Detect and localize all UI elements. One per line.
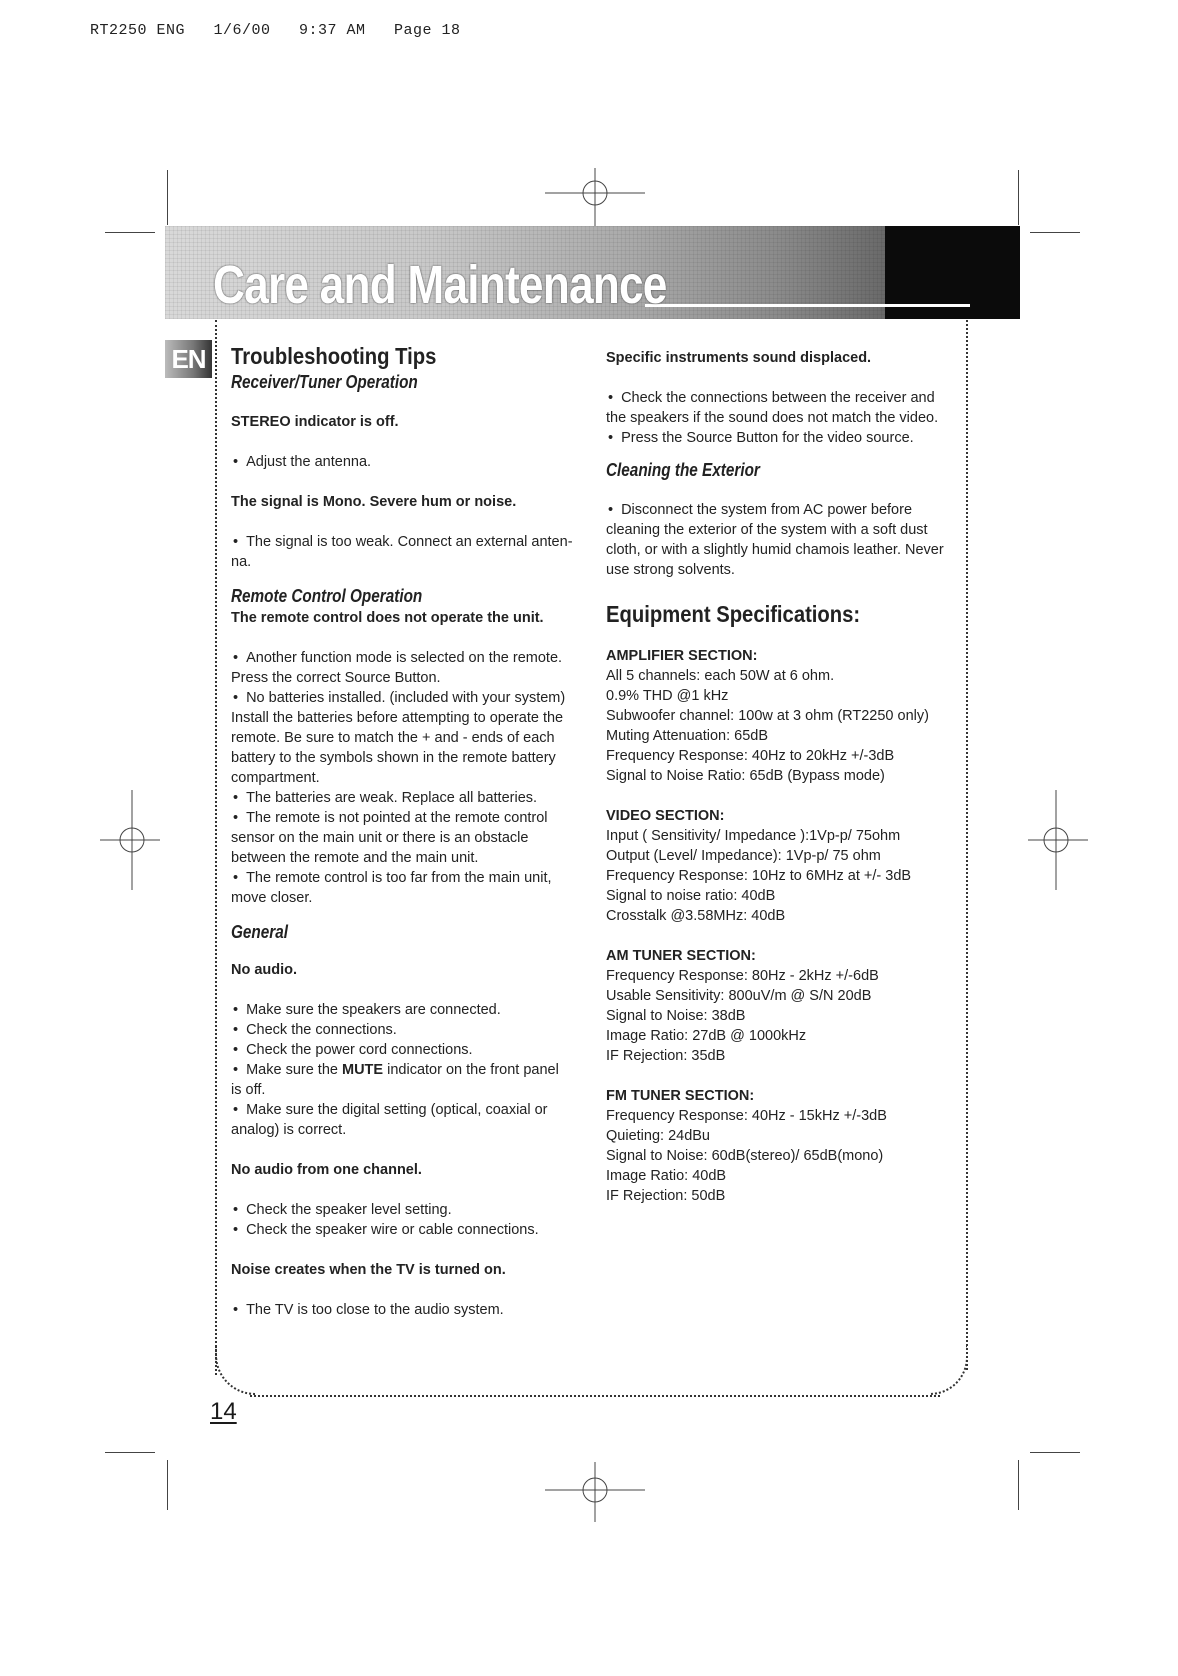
crop-mark xyxy=(167,170,168,225)
tip-item: between the remote and the main unit. xyxy=(231,850,479,866)
specs-column xyxy=(606,348,956,1206)
tip-item: cloth, or with a slightly humid chamois leather. Never xyxy=(606,542,944,558)
registration-mark-icon xyxy=(545,168,645,228)
tip-item: use strong solvents. xyxy=(606,562,735,578)
spec-line: Signal to Noise: 38dB xyxy=(606,1008,746,1024)
tip-item: move closer. xyxy=(231,890,313,906)
spec-line: Frequency Response: 40Hz - 15kHz +/-3dB xyxy=(606,1108,887,1124)
language-tab: EN xyxy=(165,340,212,378)
tip-item: sensor on the main unit or there is an obstacle xyxy=(231,830,529,846)
tip-item: battery to the symbols shown in the remote battery xyxy=(231,750,556,766)
tip-item: • Make sure the speakers are connected. xyxy=(231,1000,591,1020)
subsection-title: Receiver/Tuner Operation xyxy=(231,372,418,392)
spec-line: Frequency Response: 80Hz - 2kHz +/-6dB xyxy=(606,968,879,984)
frame-border xyxy=(250,1395,940,1397)
frame-corner xyxy=(930,1345,968,1395)
mute-label: MUTE xyxy=(342,1062,384,1078)
tip-item xyxy=(231,1060,591,1080)
frame-border xyxy=(966,320,968,1370)
spec-line: Usable Sensitivity: 800uV/m @ S/N 20dB xyxy=(606,988,872,1004)
print-header: RT2250 ENG 1/6/00 9:37 AM Page 18 xyxy=(90,22,461,39)
tip-item: • The TV is too close to the audio system. xyxy=(231,1300,591,1320)
tip-item: is off. xyxy=(231,1082,266,1098)
tip-item: • No batteries installed. (included with your system) xyxy=(231,688,591,708)
spec-line: Input ( Sensitivity/ Impedance ):1Vp-p/ 75ohm xyxy=(606,828,901,844)
problem-heading: Noise creates when the TV is turned on. xyxy=(231,1262,506,1278)
section-title: Equipment Specifications: xyxy=(606,601,861,627)
crop-mark xyxy=(1018,1460,1019,1510)
spec-line: Crosstalk @3.58MHz: 40dB xyxy=(606,908,786,924)
tip-item: • Check the power cord connections. xyxy=(231,1040,591,1060)
spec-heading: AMPLIFIER SECTION: xyxy=(606,648,758,664)
tip-item: Install the batteries before attempting to operate the xyxy=(231,710,564,726)
spec-line: Frequency Response: 10Hz to 6MHz at +/- 3dB xyxy=(606,868,912,884)
banner-rule xyxy=(645,304,970,307)
tip-item: • Another function mode is selected on the remote. xyxy=(231,648,591,668)
crop-mark xyxy=(1030,232,1080,233)
tip-item: • The batteries are weak. Replace all batteries. xyxy=(231,788,591,808)
registration-mark-icon xyxy=(100,790,160,890)
spec-line: Signal to noise ratio: 40dB xyxy=(606,888,776,904)
section-title: Troubleshooting Tips xyxy=(231,343,437,369)
tip-item: • Press the Source Button for the video source. xyxy=(606,428,956,448)
tip-item: na. xyxy=(231,554,252,570)
subsection-title: General xyxy=(231,922,288,942)
spec-heading: FM TUNER SECTION: xyxy=(606,1088,755,1104)
problem-heading: No audio from one channel. xyxy=(231,1162,422,1178)
spec-line: Frequency Response: 40Hz to 20kHz +/-3dB xyxy=(606,748,895,764)
crop-mark xyxy=(1030,1452,1080,1453)
crop-mark xyxy=(167,1460,168,1510)
tip-item: cleaning the exterior of the system with a soft dust xyxy=(606,522,928,538)
frame-border xyxy=(215,320,217,1375)
banner-title: Care and Maintenance xyxy=(213,255,667,315)
spec-line: 0.9% THD @1 kHz xyxy=(606,688,729,704)
subsection-title: Remote Control Operation xyxy=(231,586,423,606)
spec-line: Muting Attenuation: 65dB xyxy=(606,728,769,744)
subsection-title: Cleaning the Exterior xyxy=(606,460,760,480)
tip-item: the speakers if the sound does not match the video. xyxy=(606,410,939,426)
crop-mark xyxy=(105,232,155,233)
tip-item: • The signal is too weak. Connect an external anten- xyxy=(231,532,591,552)
spec-line: Subwoofer channel: 100w at 3 ohm (RT2250 only) xyxy=(606,708,929,724)
problem-heading: Specific instruments sound displaced. xyxy=(606,350,872,366)
tip-item: • The remote control is too far from the main unit, xyxy=(231,868,591,888)
problem-heading: STEREO indicator is off. xyxy=(231,414,399,430)
spec-heading: AM TUNER SECTION: xyxy=(606,948,756,964)
registration-mark-icon xyxy=(545,1462,645,1522)
problem-heading: The remote control does not operate the unit. xyxy=(231,610,544,626)
spec-line: Signal to Noise Ratio: 65dB (Bypass mode) xyxy=(606,768,885,784)
tip-item: • Adjust the antenna. xyxy=(231,452,591,472)
tip-item: Press the correct Source Button. xyxy=(231,670,441,686)
spec-line: Quieting: 24dBu xyxy=(606,1128,710,1144)
tip-item: • Check the speaker level setting. xyxy=(231,1200,591,1220)
title-banner xyxy=(165,226,1020,319)
spec-heading: VIDEO SECTION: xyxy=(606,808,725,824)
tip-item: analog) is correct. xyxy=(231,1122,347,1138)
registration-mark-icon xyxy=(1028,790,1088,890)
crop-mark xyxy=(105,1452,155,1453)
spec-line: IF Rejection: 35dB xyxy=(606,1048,726,1064)
frame-corner xyxy=(215,1345,255,1395)
spec-line: IF Rejection: 50dB xyxy=(606,1188,726,1204)
spec-line: Output (Level/ Impedance): 1Vp-p/ 75 ohm xyxy=(606,848,881,864)
tip-item: compartment. xyxy=(231,770,320,786)
tip-item: • Check the connections. xyxy=(231,1020,591,1040)
tip-text: Make sure the xyxy=(246,1062,342,1078)
problem-heading: No audio. xyxy=(231,962,298,978)
spec-line: Image Ratio: 27dB @ 1000kHz xyxy=(606,1028,807,1044)
tip-item: • Make sure the digital setting (optical, coaxial or xyxy=(231,1100,591,1120)
tip-item: • Check the connections between the receiver and xyxy=(606,388,956,408)
page-number: 14 xyxy=(210,1398,237,1425)
spec-line: Signal to Noise: 60dB(stereo)/ 65dB(mono) xyxy=(606,1148,884,1164)
tip-item: remote. Be sure to match the + and - ends of each xyxy=(231,730,555,746)
spec-line: Image Ratio: 40dB xyxy=(606,1168,727,1184)
tip-item: • Disconnect the system from AC power before xyxy=(606,500,956,520)
spec-line: All 5 channels: each 50W at 6 ohm. xyxy=(606,668,835,684)
tip-item: • The remote is not pointed at the remote control xyxy=(231,808,591,828)
crop-mark xyxy=(1018,170,1019,225)
troubleshooting-column xyxy=(231,342,591,1320)
tip-item: • Check the speaker wire or cable connections. xyxy=(231,1220,591,1240)
tip-text: indicator on the front panel xyxy=(383,1062,559,1078)
problem-heading: The signal is Mono. Severe hum or noise. xyxy=(231,494,517,510)
